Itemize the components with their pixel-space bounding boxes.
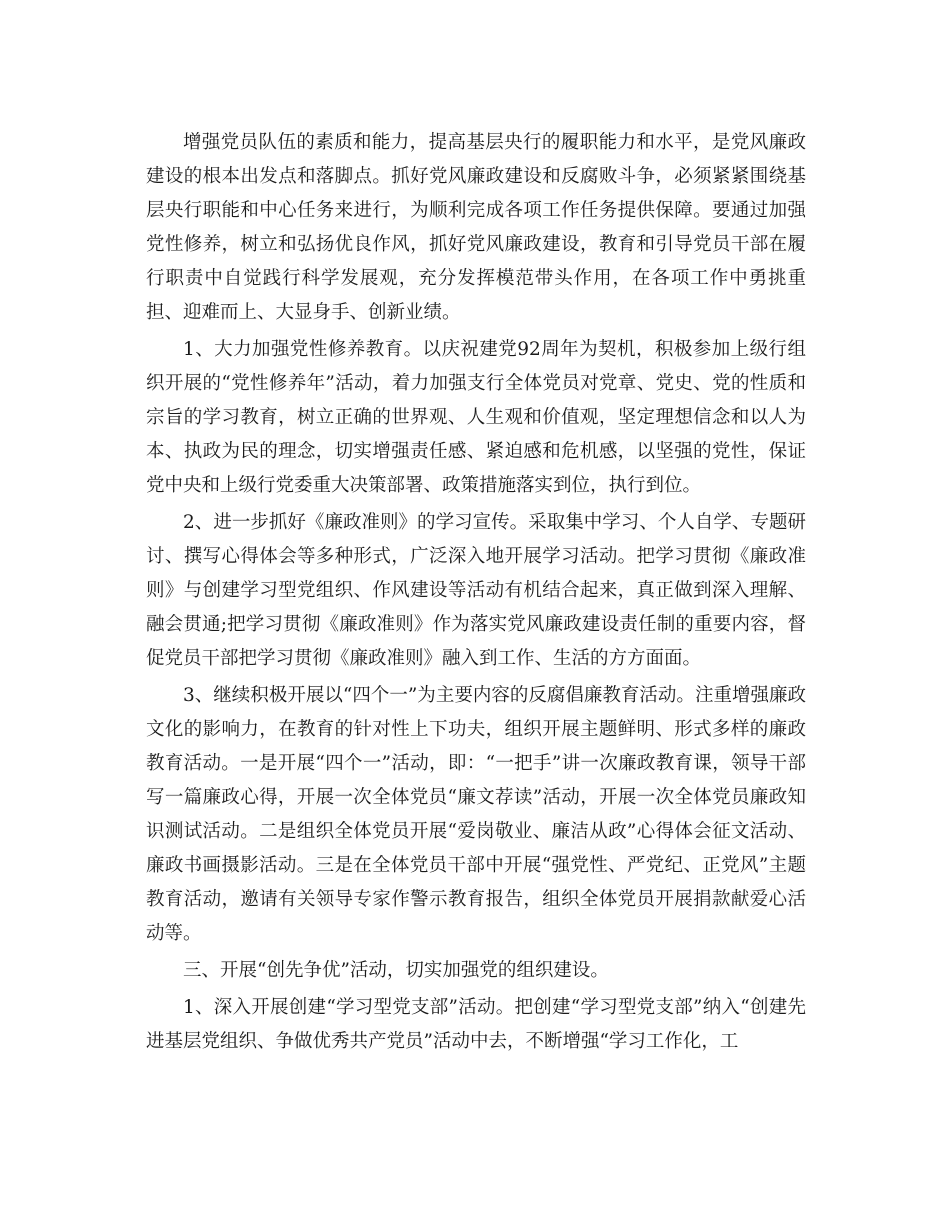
paragraph-item-2-integrity-rules: 2、进一步抓好《廉政准则》的学习宣传。采取集中学习、个人自学、专题研讨、撰写心得体会等多种形式，广泛深入地开展学习活动。把学习贯彻《廉政准则》与创建学习型党组织、作风建设等活动有机结合起来，真正做到深入理解、融会贯通;把学习贯彻《廉政准则》作为落实党风廉政建设责任制的重要内容，督促党员干部把学习贯彻《廉政准则》融入到工作、生活的方方面面。 <box>146 512 806 669</box>
paragraph-intro: 增强党员队伍的素质和能力，提高基层央行的履职能力和水平，是党风廉政建设的根本出发点和落脚点。抓好党风廉政建设和反腐败斗争，必须紧紧围绕基层央行职能和中心任务来进行，为顺利完成各项工作任务提供保障。要通过加强党性修养，树立和弘扬优良作风，抓好党风廉政建设，教育和引导党员干部在履行职责中自觉践行科学发展观，充分发挥模范带头作用，在各项工作中勇挑重担、迎难而上、大显身手、创新业绩。 <box>146 132 806 323</box>
paragraph-item-1-party-education: 1、大力加强党性修养教育。以庆祝建党92周年为契机，积极参加上级行组织开展的“党性修养年”活动，着力加强支行全体党员对党章、党史、党的性质和宗旨的学习教育，树立正确的世界观、人生观和价值观，坚定理想信念和以人为本、执政为民的理念，切实增强责任感、紧迫感和危机感，以坚强的党性，保证党中央和上级行党委重大决策部署、政策措施落实到位，执行到位。 <box>146 339 806 496</box>
document-page <box>146 126 806 1062</box>
paragraph-item-3-anti-corruption: 3、继续积极开展以“四个一”为主要内容的反腐倡廉教育活动。注重增强廉政文化的影响力，在教育的针对性上下功夫，组织开展主题鲜明、形式多样的廉政教育活动。一是开展“四个一”活动，即：“一把手”讲一次廉政教育课，领导干部写一篇廉政心得，开展一次全体党员“廉文荐读”活动，开展一次全体党员廉政知识测试活动。二是组织全体党员开展“爱岗敬业、廉洁从政”心得体会征文活动、廉政书画摄影活动。三是在全体党员干部中开展“强党性、严党纪、正党风”主题教育活动，邀请有关领导专家作警示教育报告，组织全体党员开展捐款献爱心活动等。 <box>146 685 806 944</box>
paragraph-item-1-learning-branch: 1、深入开展创建“学习型党支部”活动。把创建“学习型党支部”纳入“创建先进基层党组织、争做优秀共产党员”活动中去，不断增强“学习工作化，工 <box>146 997 806 1052</box>
section-heading-three: 三、开展“创先争优”活动，切实加强党的组织建设。 <box>183 960 609 981</box>
